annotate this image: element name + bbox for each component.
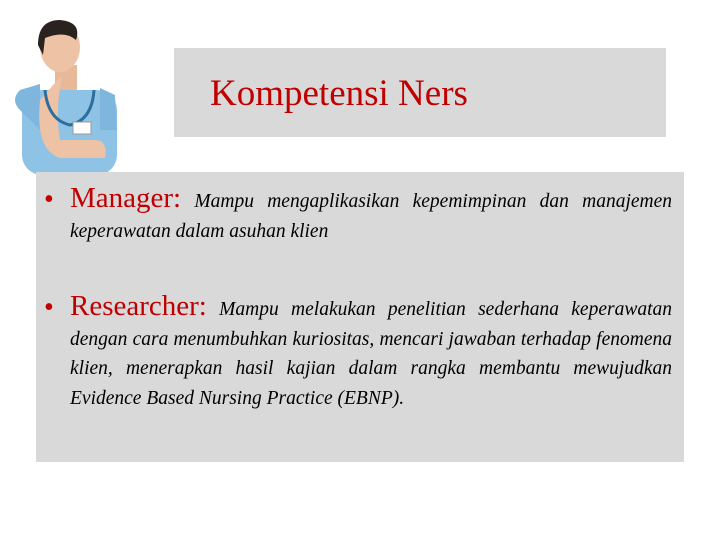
bullet: • bbox=[44, 184, 54, 215]
item-text: Mampu mengaplikasikan kepemimpinan dan manajemen keperawatan dalam asuhan klien bbox=[70, 191, 673, 242]
title-box bbox=[174, 48, 666, 137]
item-label: Researcher: bbox=[70, 290, 207, 322]
item-text: Mampu melakukan penelitian sederhana keperawatan dengan cara menumbuhkan kuriositas, mencari jawaban terhadap fenomena klien, menerapkan hasil kajian dalam rangka membantu mewujudkan Evidence Based Nursing Practice (EBNP). bbox=[70, 299, 673, 409]
list-item-researcher bbox=[44, 292, 672, 413]
list-item-manager bbox=[44, 184, 672, 246]
item-label: Manager: bbox=[70, 182, 182, 214]
slide-title: Kompetensi Ners bbox=[210, 73, 468, 114]
content-box bbox=[36, 172, 684, 462]
nurse-photo bbox=[0, 0, 175, 175]
bullet: • bbox=[44, 292, 54, 323]
